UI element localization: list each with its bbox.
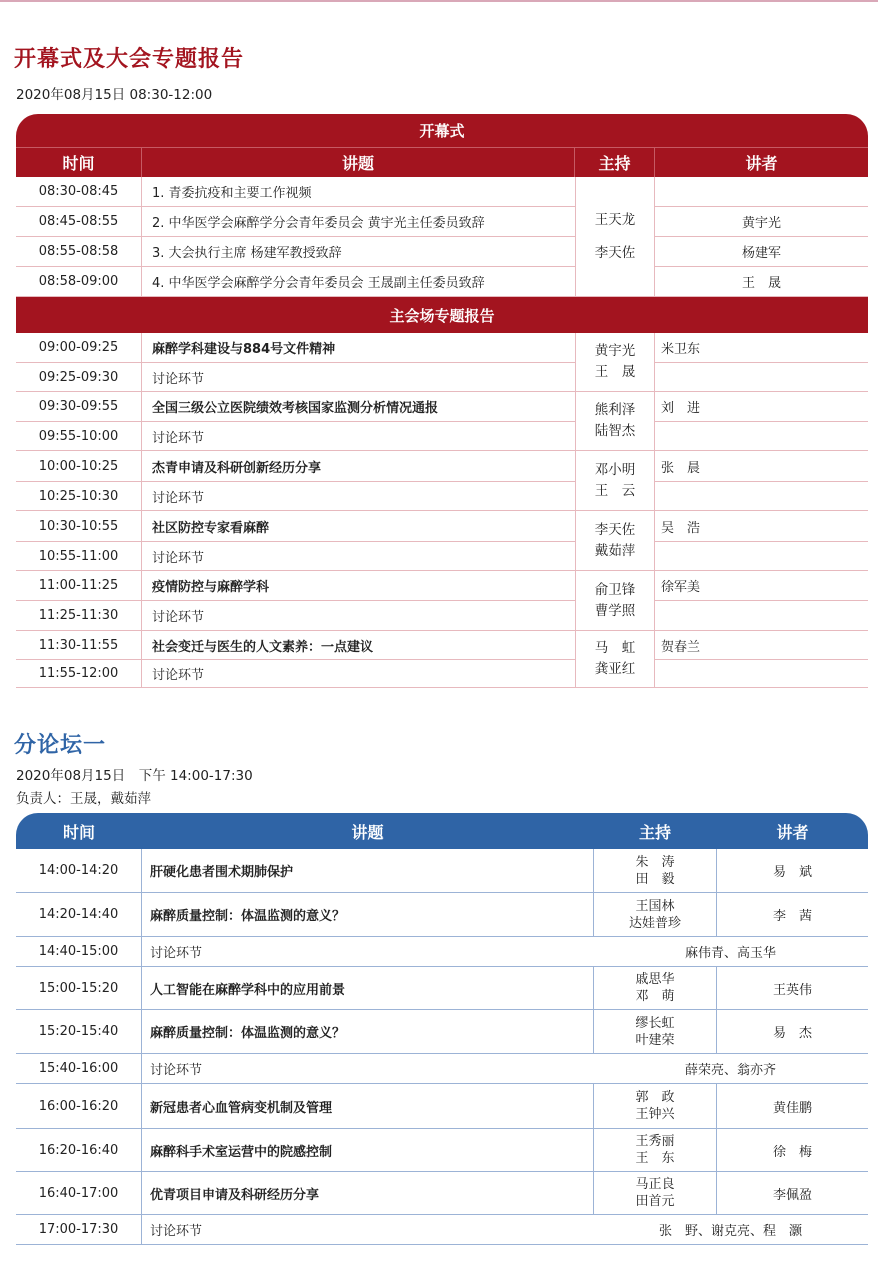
discussion-time: 09:55-10:00 bbox=[16, 422, 142, 451]
session-hosts bbox=[575, 333, 655, 392]
row-time: 14:20-14:40 bbox=[16, 893, 142, 936]
row-hosts bbox=[593, 1172, 717, 1214]
row-time: 16:40-17:00 bbox=[16, 1172, 142, 1214]
plenary-date: 2020年08月15日 08:30-12:00 bbox=[16, 87, 213, 103]
talk-topic: 社会变迁与医生的人文素养：一点建议 bbox=[142, 631, 575, 660]
session-hosts bbox=[575, 511, 655, 571]
row-time: 15:00-15:20 bbox=[16, 967, 142, 1009]
row-time: 14:00-14:20 bbox=[16, 849, 142, 892]
talk-speaker: 贺春兰 bbox=[655, 631, 868, 660]
discussion-time: 09:25-09:30 bbox=[16, 363, 142, 392]
host-name: 王钟兴 bbox=[635, 1107, 675, 1122]
talk-speaker: 刘 进 bbox=[655, 392, 868, 422]
row-hosts bbox=[593, 1129, 717, 1171]
opening-speaker: 杨建军 bbox=[655, 237, 868, 267]
table-row bbox=[16, 1129, 868, 1172]
row-time: 16:20-16:40 bbox=[16, 1129, 142, 1171]
row-topic: 人工智能在麻醉学科中的应用前景 bbox=[150, 982, 346, 998]
talk-speaker: 米卫东 bbox=[655, 333, 868, 363]
row-speaker: 李 茜 bbox=[772, 909, 812, 924]
host-name: 陆智杰 bbox=[594, 423, 636, 439]
opening-speaker bbox=[655, 177, 868, 207]
table-row bbox=[16, 1084, 868, 1129]
discussion-time: 10:25-10:30 bbox=[16, 482, 142, 511]
row-hosts bbox=[593, 849, 717, 892]
row-topic: 优青项目申请及科研经历分享 bbox=[150, 1187, 320, 1203]
host-name: 王 晟 bbox=[594, 364, 636, 380]
host-name: 邓小明 bbox=[594, 461, 636, 478]
talk-time: 10:00-10:25 bbox=[16, 451, 142, 482]
talk-speaker: 张 晨 bbox=[655, 451, 868, 482]
session-group bbox=[16, 571, 868, 631]
opening-time: 08:30-08:45 bbox=[16, 177, 142, 207]
host-name: 黄宇光 bbox=[594, 343, 636, 359]
main-session-bar: 主会场专题报告 bbox=[16, 297, 868, 333]
host-name: 缪长虹 bbox=[635, 1015, 675, 1031]
host-name: 俞卫锋 bbox=[594, 581, 636, 598]
talk-time: 10:30-10:55 bbox=[16, 511, 142, 542]
host-name: 戴茹萍 bbox=[594, 542, 636, 559]
host-name: 马正良 bbox=[635, 1177, 675, 1192]
opening-topic: 3. 大会执行主席 杨建军教授致辞 bbox=[142, 237, 575, 267]
host-name: 朱 涛 bbox=[635, 854, 675, 870]
row-hosts bbox=[593, 967, 717, 1009]
discussion-label: 讨论环节 bbox=[142, 601, 575, 631]
row-speaker: 李佩盈 bbox=[772, 1187, 812, 1203]
host-name: 王 云 bbox=[594, 482, 636, 499]
talk-topic: 社区防控专家看麻醉 bbox=[142, 511, 575, 542]
talk-time: 09:30-09:55 bbox=[16, 392, 142, 422]
forum1-table-header bbox=[16, 813, 868, 849]
session-group bbox=[16, 333, 868, 392]
row-topic: 肝硬化患者围术期肺保护 bbox=[150, 865, 294, 880]
forum1-responsible: 负责人：王晟，戴茹萍 bbox=[16, 791, 151, 807]
talk-speaker: 吴 浩 bbox=[655, 511, 868, 542]
talk-speaker: 徐军美 bbox=[655, 571, 868, 601]
discussion-label: 讨论环节 bbox=[142, 660, 575, 688]
session-hosts bbox=[575, 392, 655, 451]
opening-topic: 2. 中华医学会麻醉学分会青年委员会 黄宇光主任委员致辞 bbox=[142, 207, 575, 237]
row-time: 15:40-16:00 bbox=[16, 1054, 142, 1083]
row-topic: 讨论环节 bbox=[150, 946, 203, 961]
talk-topic: 杰青申请及科研创新经历分享 bbox=[142, 451, 575, 482]
header-host: 主持 bbox=[575, 148, 655, 177]
row-hosts bbox=[593, 1084, 717, 1128]
host-name: 田首元 bbox=[635, 1194, 675, 1209]
row-time: 15:20-15:40 bbox=[16, 1010, 142, 1053]
opening-time: 08:55-08:58 bbox=[16, 237, 142, 267]
row-topic: 麻醉质量控制：体温监测的意义？ bbox=[150, 909, 346, 924]
discussion-row bbox=[16, 937, 868, 967]
talk-topic: 麻醉学科建设与884号文件精神 bbox=[142, 333, 575, 363]
row-speaker: 易 斌 bbox=[772, 865, 812, 880]
forum1-schedule-table bbox=[16, 813, 868, 1245]
host-name: 李天佐 bbox=[594, 244, 636, 261]
session-group bbox=[16, 511, 868, 571]
plenary-schedule-table bbox=[16, 114, 868, 688]
discussion-label: 讨论环节 bbox=[142, 363, 575, 392]
plenary-table-header bbox=[16, 147, 868, 177]
host-name: 戚思华 bbox=[635, 972, 675, 987]
discussion-label: 讨论环节 bbox=[142, 422, 575, 451]
host-name: 熊利泽 bbox=[594, 402, 636, 418]
opening-topic: 1. 青委抗疫和主要工作视频 bbox=[142, 177, 575, 207]
host-name: 龚亚红 bbox=[594, 661, 636, 677]
discussion-speakers: 薛荣亮、翁亦齐 bbox=[684, 1063, 776, 1078]
opening-time: 08:45-08:55 bbox=[16, 207, 142, 237]
host-name: 李天佐 bbox=[594, 521, 636, 538]
discussion-label: 讨论环节 bbox=[142, 482, 575, 511]
table-row bbox=[16, 893, 868, 937]
host-name: 邓 萌 bbox=[635, 989, 675, 1004]
host-name: 王 东 bbox=[635, 1151, 675, 1166]
opening-bar: 开幕式 bbox=[16, 114, 868, 147]
session-group bbox=[16, 451, 868, 511]
row-topic: 麻醉科手术室运营中的院感控制 bbox=[150, 1144, 333, 1160]
session-group bbox=[16, 631, 868, 688]
opening-topic: 4. 中华医学会麻醉学分会青年委员会 王晟副主任委员致辞 bbox=[142, 267, 575, 297]
host-name: 曹学照 bbox=[594, 602, 636, 619]
host-name: 郭 政 bbox=[635, 1090, 675, 1105]
opening-speaker: 王 晟 bbox=[655, 267, 868, 297]
host-name: 达娃普珍 bbox=[628, 915, 681, 931]
discussion-label: 讨论环节 bbox=[142, 542, 575, 571]
discussion-row bbox=[16, 1215, 868, 1245]
header-speaker: 讲者 bbox=[776, 822, 809, 842]
row-time: 14:40-15:00 bbox=[16, 937, 142, 966]
header-time: 时间 bbox=[62, 822, 95, 842]
row-time: 17:00-17:30 bbox=[16, 1215, 142, 1244]
row-speaker: 易 杰 bbox=[772, 1026, 812, 1041]
plenary-title: 开幕式及大会专题报告 bbox=[14, 47, 245, 72]
host-name: 王天龙 bbox=[594, 211, 636, 228]
opening-hosts bbox=[575, 177, 655, 297]
table-row bbox=[16, 967, 868, 1010]
header-topic: 讲题 bbox=[142, 148, 575, 177]
host-name: 田 毅 bbox=[635, 871, 675, 887]
row-speaker: 黄佳鹏 bbox=[772, 1100, 812, 1116]
talk-topic: 疫情防控与麻醉学科 bbox=[142, 571, 575, 601]
header-time: 时间 bbox=[16, 148, 142, 177]
talk-time: 09:00-09:25 bbox=[16, 333, 142, 363]
discussion-speakers: 麻伟青、高玉华 bbox=[684, 946, 776, 961]
discussion-time: 10:55-11:00 bbox=[16, 542, 142, 571]
opening-time: 08:58-09:00 bbox=[16, 267, 142, 297]
host-name: 叶建荣 bbox=[635, 1032, 675, 1048]
discussion-row bbox=[16, 1054, 868, 1084]
discussion-speakers: 张 野、谢克亮、程 灏 bbox=[658, 1224, 802, 1239]
session-hosts bbox=[575, 631, 655, 688]
host-name: 王秀丽 bbox=[635, 1134, 675, 1149]
talk-time: 11:00-11:25 bbox=[16, 571, 142, 601]
header-host: 主持 bbox=[638, 822, 671, 842]
session-group bbox=[16, 392, 868, 451]
main-session-groups bbox=[16, 333, 868, 688]
session-hosts bbox=[575, 451, 655, 511]
row-hosts bbox=[593, 893, 717, 936]
forum1-title: 分论坛一 bbox=[14, 733, 107, 758]
talk-topic: 全国三级公立医院绩效考核国家监测分析情况通报 bbox=[142, 392, 575, 422]
row-topic: 讨论环节 bbox=[150, 1224, 203, 1239]
table-row bbox=[16, 849, 868, 893]
forum1-date: 2020年08月15日 下午 14:00-17:30 bbox=[16, 768, 253, 784]
row-hosts bbox=[593, 1010, 717, 1053]
row-speaker: 徐 梅 bbox=[772, 1144, 812, 1160]
session-hosts bbox=[575, 571, 655, 631]
opening-speaker: 黄宇光 bbox=[655, 207, 868, 237]
row-topic: 新冠患者心血管病变机制及管理 bbox=[150, 1100, 333, 1116]
header-topic: 讲题 bbox=[351, 822, 384, 842]
table-row bbox=[16, 1172, 868, 1215]
opening-group bbox=[16, 177, 868, 297]
discussion-time: 11:25-11:30 bbox=[16, 601, 142, 631]
talk-time: 11:30-11:55 bbox=[16, 631, 142, 660]
row-speaker: 王英伟 bbox=[772, 982, 812, 998]
header-speaker: 讲者 bbox=[745, 154, 778, 173]
row-time: 16:00-16:20 bbox=[16, 1084, 142, 1128]
row-topic: 讨论环节 bbox=[150, 1063, 203, 1078]
table-row bbox=[16, 1010, 868, 1054]
host-name: 马 虹 bbox=[594, 640, 636, 656]
discussion-time: 11:55-12:00 bbox=[16, 660, 142, 688]
host-name: 王国林 bbox=[635, 898, 675, 914]
row-topic: 麻醉质量控制：体温监测的意义？ bbox=[150, 1026, 346, 1041]
top-divider-line bbox=[0, 0, 878, 2]
